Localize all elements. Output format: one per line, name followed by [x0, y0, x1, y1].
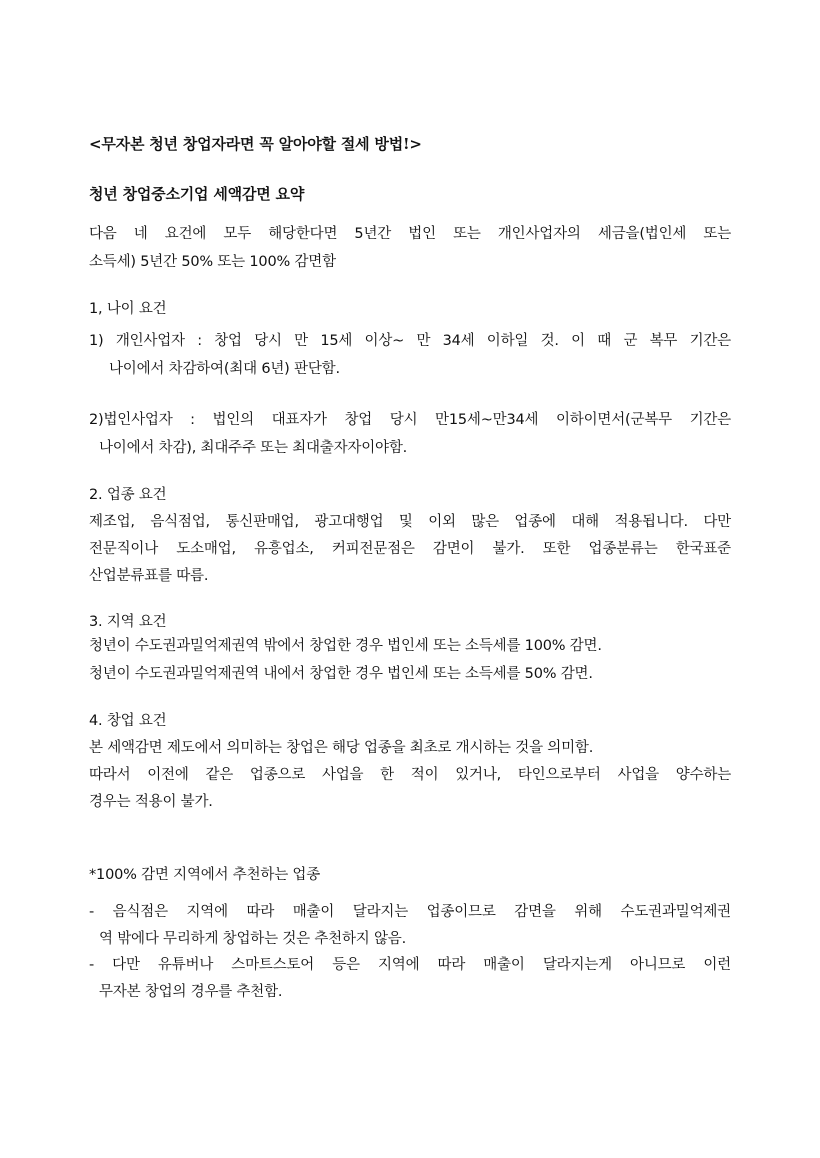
region-heading: 3. 지역 요건 — [89, 614, 167, 630]
region-line: 청년이 수도권과밀억제권역 밖에서 창업한 경우 법인세 또는 소득세를 100% 감면. — [89, 638, 602, 654]
age-corporate-line: 2)법인사업자 : 법인의 대표자가 창업 당시 만15세~만34세 이하이면서(군복무 기간은 — [89, 412, 731, 428]
recommendation-bullet-line: 무자본 창업의 경우를 추천함. — [99, 984, 283, 1000]
industry-line: 전문직이나 도소매업, 유흥업소, 커피전문점은 감면이 불가. 또한 업종분류는 한국표준 — [89, 541, 731, 557]
recommendation-bullet-line: - 다만 유튜버나 스마트스토어 등은 지역에 따라 매출이 달라지는게 아니므로 이런 — [89, 957, 731, 973]
startup-line: 따라서 이전에 같은 업종으로 사업을 한 적이 있거나, 타인으로부터 사업을 양수하는 — [89, 767, 731, 783]
age-heading: 1, 나이 요건 — [89, 301, 167, 317]
recommendation-bullet-line: - 음식점은 지역에 따라 매출이 달라지는 업종이므로 감면을 위해 수도권과밀억제권 — [89, 904, 731, 920]
startup-heading: 4. 창업 요건 — [89, 713, 167, 729]
recommendation-heading: *100% 감면 지역에서 추천하는 업종 — [89, 867, 321, 883]
industry-line: 산업분류표를 따름. — [89, 568, 209, 584]
recommendation-bullet-line: 역 밖에다 무리하게 창업하는 것은 추천하지 않음. — [99, 931, 407, 947]
summary-heading: 청년 창업중소기업 세액감면 요약 — [89, 185, 305, 203]
region-line: 청년이 수도권과밀억제권역 내에서 창업한 경우 법인세 또는 소득세를 50% 감면. — [89, 666, 593, 682]
startup-line: 본 세액감면 제도에서 의미하는 창업은 해당 업종을 최초로 개시하는 것을 의미함. — [89, 740, 594, 756]
industry-heading: 2. 업종 요건 — [89, 487, 167, 503]
document-title: <무자본 청년 창업자라면 꼭 알아야할 절세 방법!> — [89, 135, 422, 153]
age-individual-line: 1) 개인사업자 : 창업 당시 만 15세 이상~ 만 34세 이하일 것. 이 때 군 복무 기간은 — [89, 333, 731, 349]
startup-line: 경우는 적용이 불가. — [89, 794, 213, 810]
intro-line: 소득세) 5년간 50% 또는 100% 감면함 — [89, 254, 336, 270]
age-individual-line: 나이에서 차감하여(최대 6년) 판단함. — [109, 361, 340, 377]
intro-line: 다음 네 요건에 모두 해당한다면 5년간 법인 또는 개인사업자의 세금을(법인세 또는 — [89, 226, 731, 242]
age-corporate-line: 나이에서 차감), 최대주주 또는 최대출자자이야함. — [99, 440, 408, 456]
industry-line: 제조업, 음식점업, 통신판매업, 광고대행업 및 이외 많은 업종에 대해 적용됩니다. 다만 — [89, 514, 731, 530]
